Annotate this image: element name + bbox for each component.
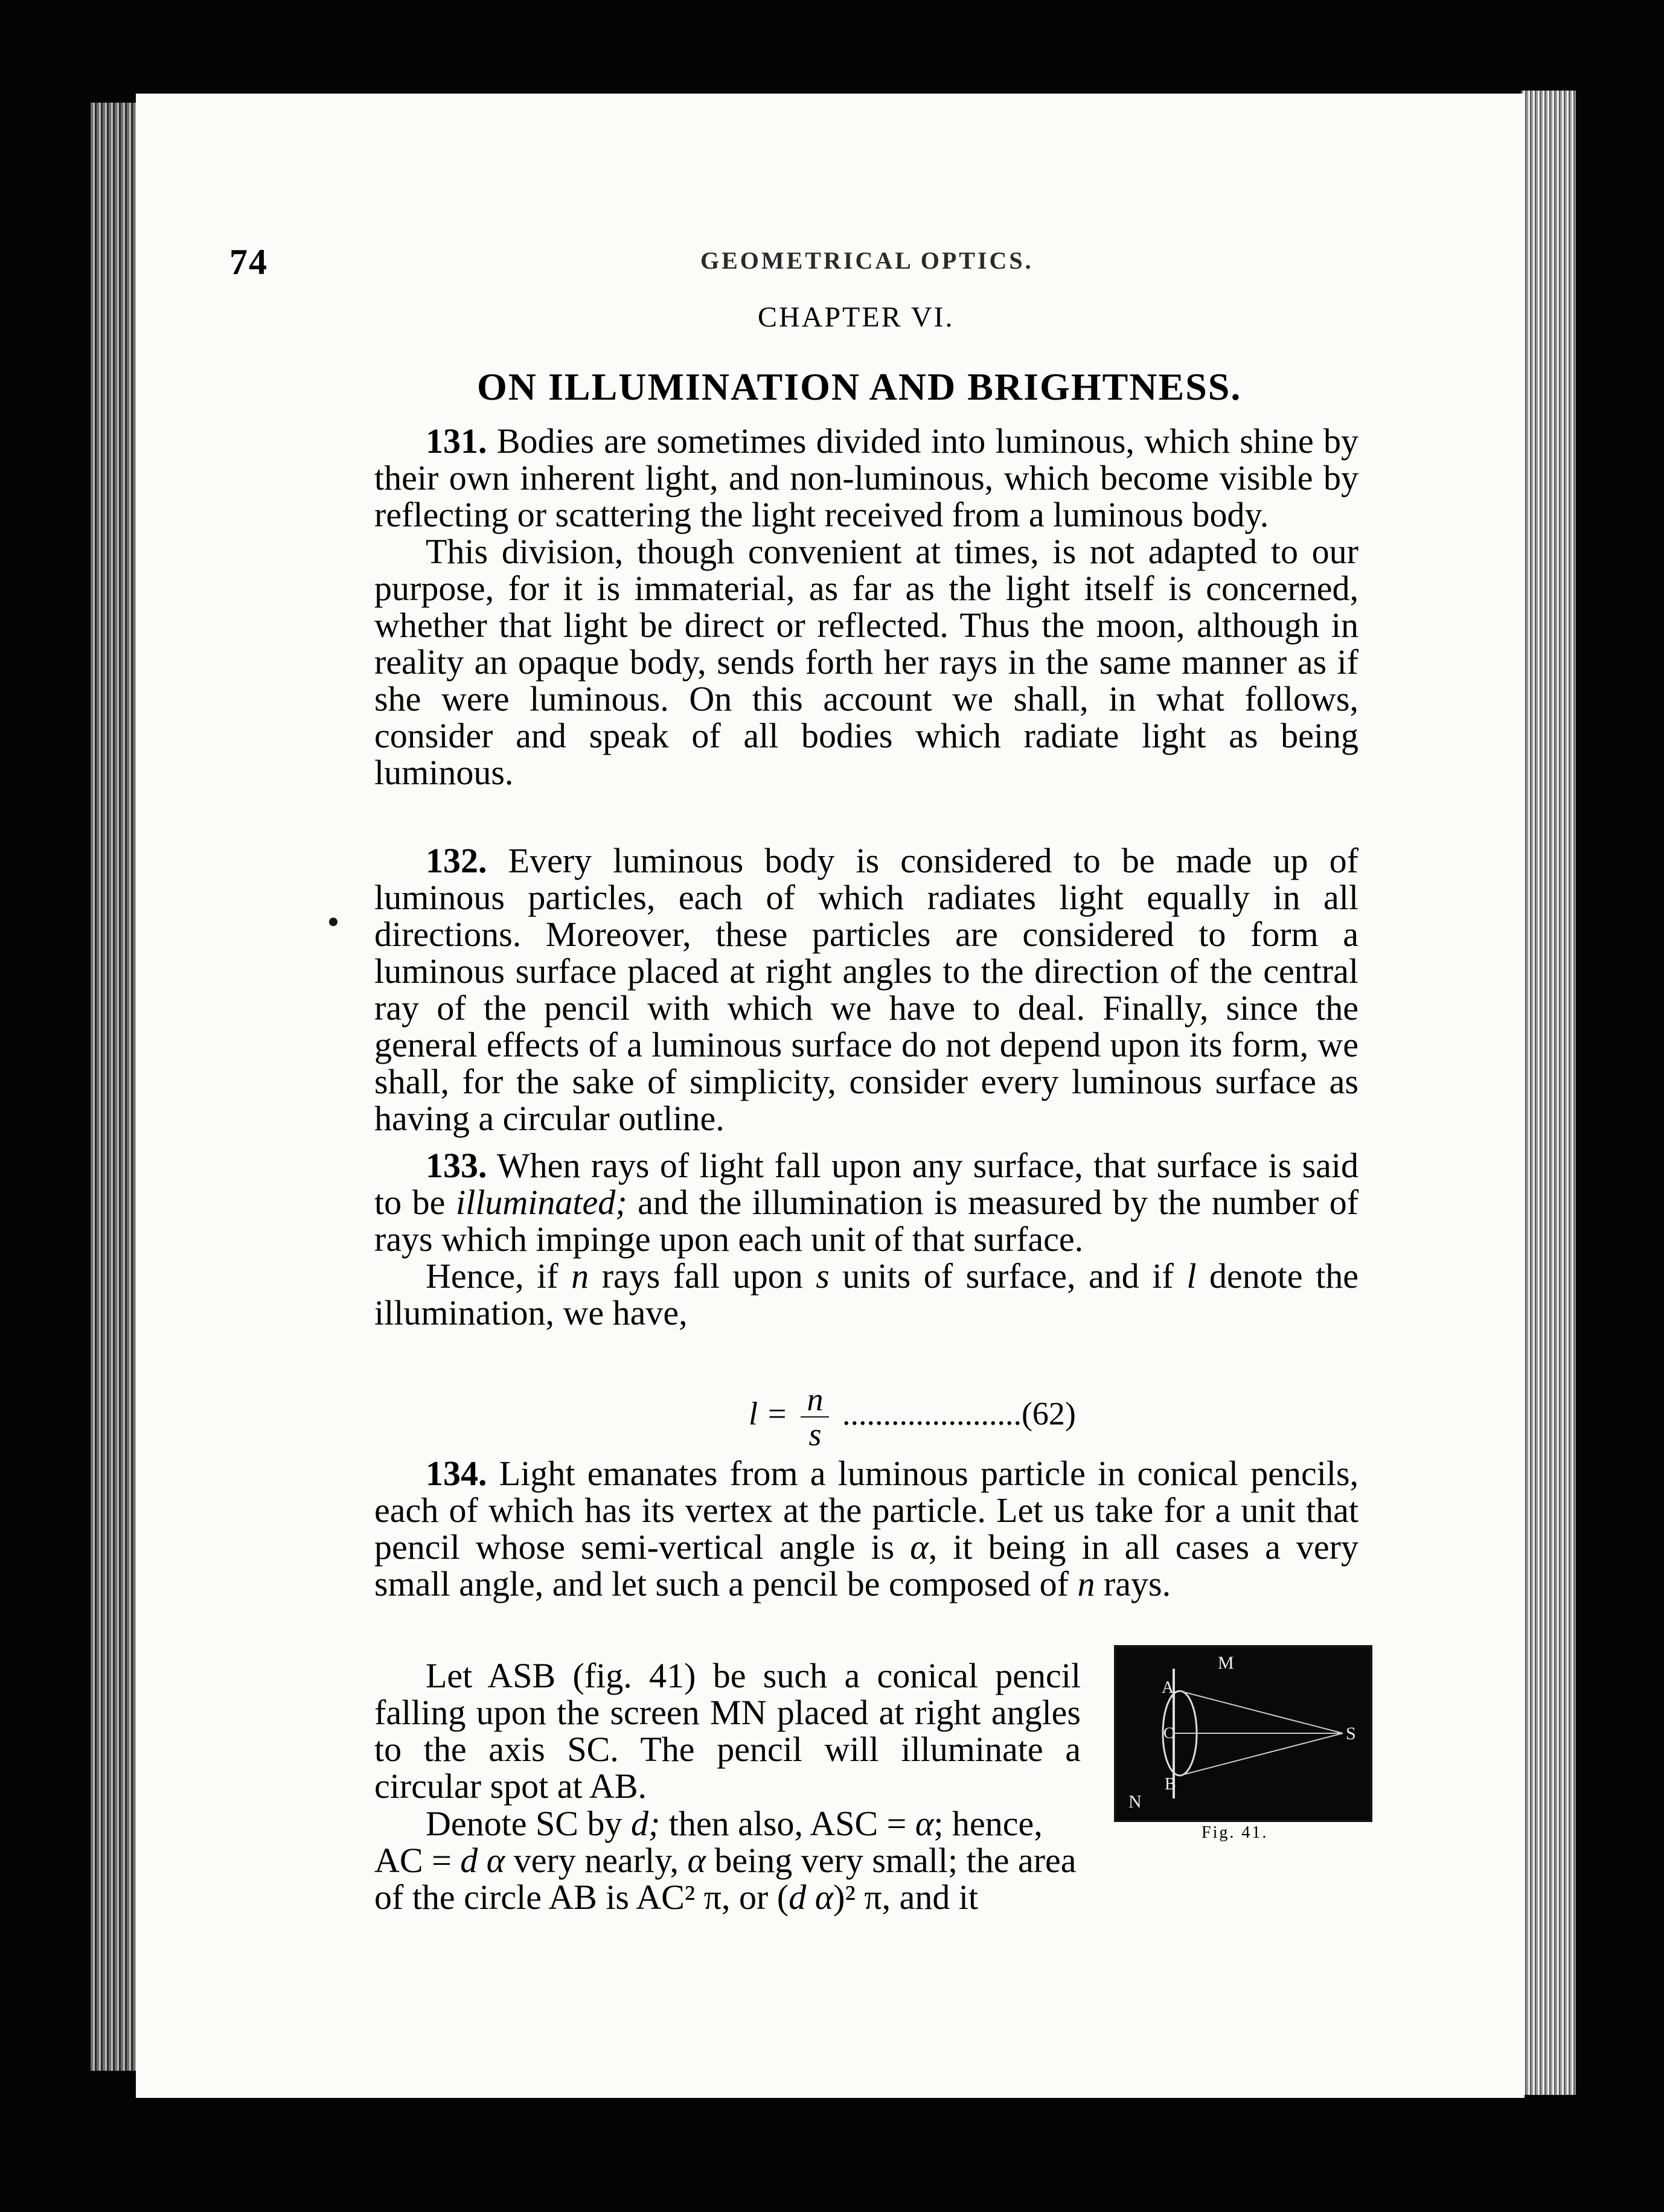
symbol-n: n <box>571 1256 589 1296</box>
paragraph-133-text-b: and the illumination is measured by the number of rays which impinge upon each unit of that surface. <box>374 1183 1359 1259</box>
denote-text-c: ; hence, AC = <box>374 1804 1043 1880</box>
denote-text-b: then also, ASC = <box>668 1804 907 1843</box>
label-b: B <box>1165 1775 1176 1794</box>
paragraph-134 <box>374 1455 1358 1602</box>
paragraph-131-continued: This division, though convenient at times, is not adapted to our purpose, for it is immaterial, as far as the light itself is concerned, whether that light be direct or reflected. Thus the moon, although in reality an opaque body, sends forth her rays in the same manner as if she were luminous. On this account we shall, in what follows, consider and speak of all bodies which radiate light as being luminous. <box>374 532 1358 792</box>
equation-62 <box>749 1382 1076 1451</box>
label-c: C <box>1163 1724 1174 1742</box>
paragraph-134-text-b: , it being in all cases a very small angle, and let such a pencil be composed of <box>374 1527 1358 1603</box>
denote-paragraph-head <box>374 1805 1093 1916</box>
equation-fraction <box>801 1382 829 1451</box>
label-m: M <box>1218 1653 1234 1673</box>
paragraph-134-figure: Let ASB (fig. 41) be such a conical pencil falling upon the screen MN placed at right angles to the axis SC. The pencil will illuminate a circular spot at AB. <box>374 1656 1081 1806</box>
book-page-edges-right <box>1522 91 1576 2095</box>
figure-41-diagram <box>1116 1648 1370 1820</box>
denote-text-f: )² π, and it <box>833 1878 979 1917</box>
symbol-s: s <box>816 1256 830 1296</box>
paragraph-133 <box>374 1147 1358 1258</box>
equation-numerator: n <box>801 1382 829 1418</box>
section-134 <box>374 1455 1358 1602</box>
symbol-alpha: α <box>915 1804 934 1843</box>
paragraph-133-cont-c: units of surface, and if <box>842 1256 1174 1296</box>
denote-text-e: being very small; the area of the circle AB is AC² π, or ( <box>374 1841 1077 1917</box>
paragraph-132 <box>374 842 1358 1137</box>
scan-speck <box>329 918 338 926</box>
symbol-l: l <box>1186 1256 1197 1296</box>
figure-caption: Fig. 41. <box>1202 1823 1269 1842</box>
figure-41 <box>1114 1645 1372 1822</box>
figure-paragraph <box>374 1657 1081 1804</box>
book-page-edges-left <box>91 103 139 2071</box>
ray-bs <box>1180 1733 1343 1776</box>
running-head: GEOMETRICAL OPTICS. <box>700 247 1034 274</box>
symbol-alpha: α <box>687 1841 706 1880</box>
symbol-d: d; <box>630 1804 661 1843</box>
paragraph-133-cont-b: rays fall upon <box>601 1256 803 1296</box>
equation-number: (62) <box>1021 1395 1076 1432</box>
paragraph-133-continued <box>374 1258 1358 1331</box>
paragraph-133-text-a: When rays of light fall upon any surface, that surface is said to be <box>374 1146 1359 1222</box>
paragraph-134-text-a: Light emanates from a luminous particle in conical pencils, each of which has its vertex at the particle. Let us take for a unit that pencil whose semi-vertical angle is <box>374 1454 1359 1567</box>
page-number: 74 <box>229 242 268 282</box>
paragraph-133-cont-d: denote the illumination, we have, <box>374 1256 1359 1332</box>
section-133 <box>374 1147 1358 1331</box>
label-a: A <box>1162 1678 1174 1697</box>
equation-leader: ...................... <box>842 1395 1022 1432</box>
denote-text-d: very nearly, <box>513 1841 679 1880</box>
symbol-d-alpha: d α <box>460 1841 505 1880</box>
paragraph-134-text-c: rays. <box>1103 1564 1171 1603</box>
section-131 <box>374 423 1358 791</box>
section-number-133: 133. <box>426 1146 487 1185</box>
symbol-d-alpha: d α <box>789 1878 834 1917</box>
section-number-134: 134. <box>426 1454 487 1493</box>
paragraph-131 <box>374 423 1358 533</box>
paragraph-131-text: Bodies are sometimes divided into luminous, which shine by their own inherent light, and non-luminous, which become visible by reflecting or scattering the light received from a luminous body. <box>374 421 1359 534</box>
paragraph-134-denote-head <box>374 1805 1093 1916</box>
symbol-n: n <box>1077 1564 1095 1603</box>
paragraph-133-cont-a: Hence, if <box>426 1256 558 1296</box>
illuminated-term: illuminated; <box>456 1183 627 1222</box>
section-number-131: 131. <box>426 421 487 461</box>
chapter-label: CHAPTER VI. <box>758 301 955 333</box>
chapter-title: ON ILLUMINATION AND BRIGHTNESS. <box>477 365 1242 408</box>
equation-denominator: s <box>808 1416 822 1453</box>
section-132 <box>374 842 1358 1137</box>
section-number-132: 132. <box>426 841 487 880</box>
denote-text-a: Denote SC by <box>426 1804 622 1843</box>
paragraph-132-text: Every luminous body is considered to be made up of luminous particles, each of which radiates light equally in all directions. Moreover, these particles are considered to form a luminous surface placed at right angles to the direction of the central ray of the pencil with which we have to deal. Finally, since the general effects of a luminous surface do not depend upon its form, we shall, for the sake of simplicity, consider every luminous surface as having a circular outline. <box>374 841 1358 1138</box>
label-n: N <box>1128 1792 1142 1812</box>
ray-as <box>1180 1691 1343 1733</box>
label-s: S <box>1346 1724 1356 1744</box>
symbol-alpha: α <box>910 1527 929 1567</box>
equation-lhs: l = <box>749 1395 788 1432</box>
